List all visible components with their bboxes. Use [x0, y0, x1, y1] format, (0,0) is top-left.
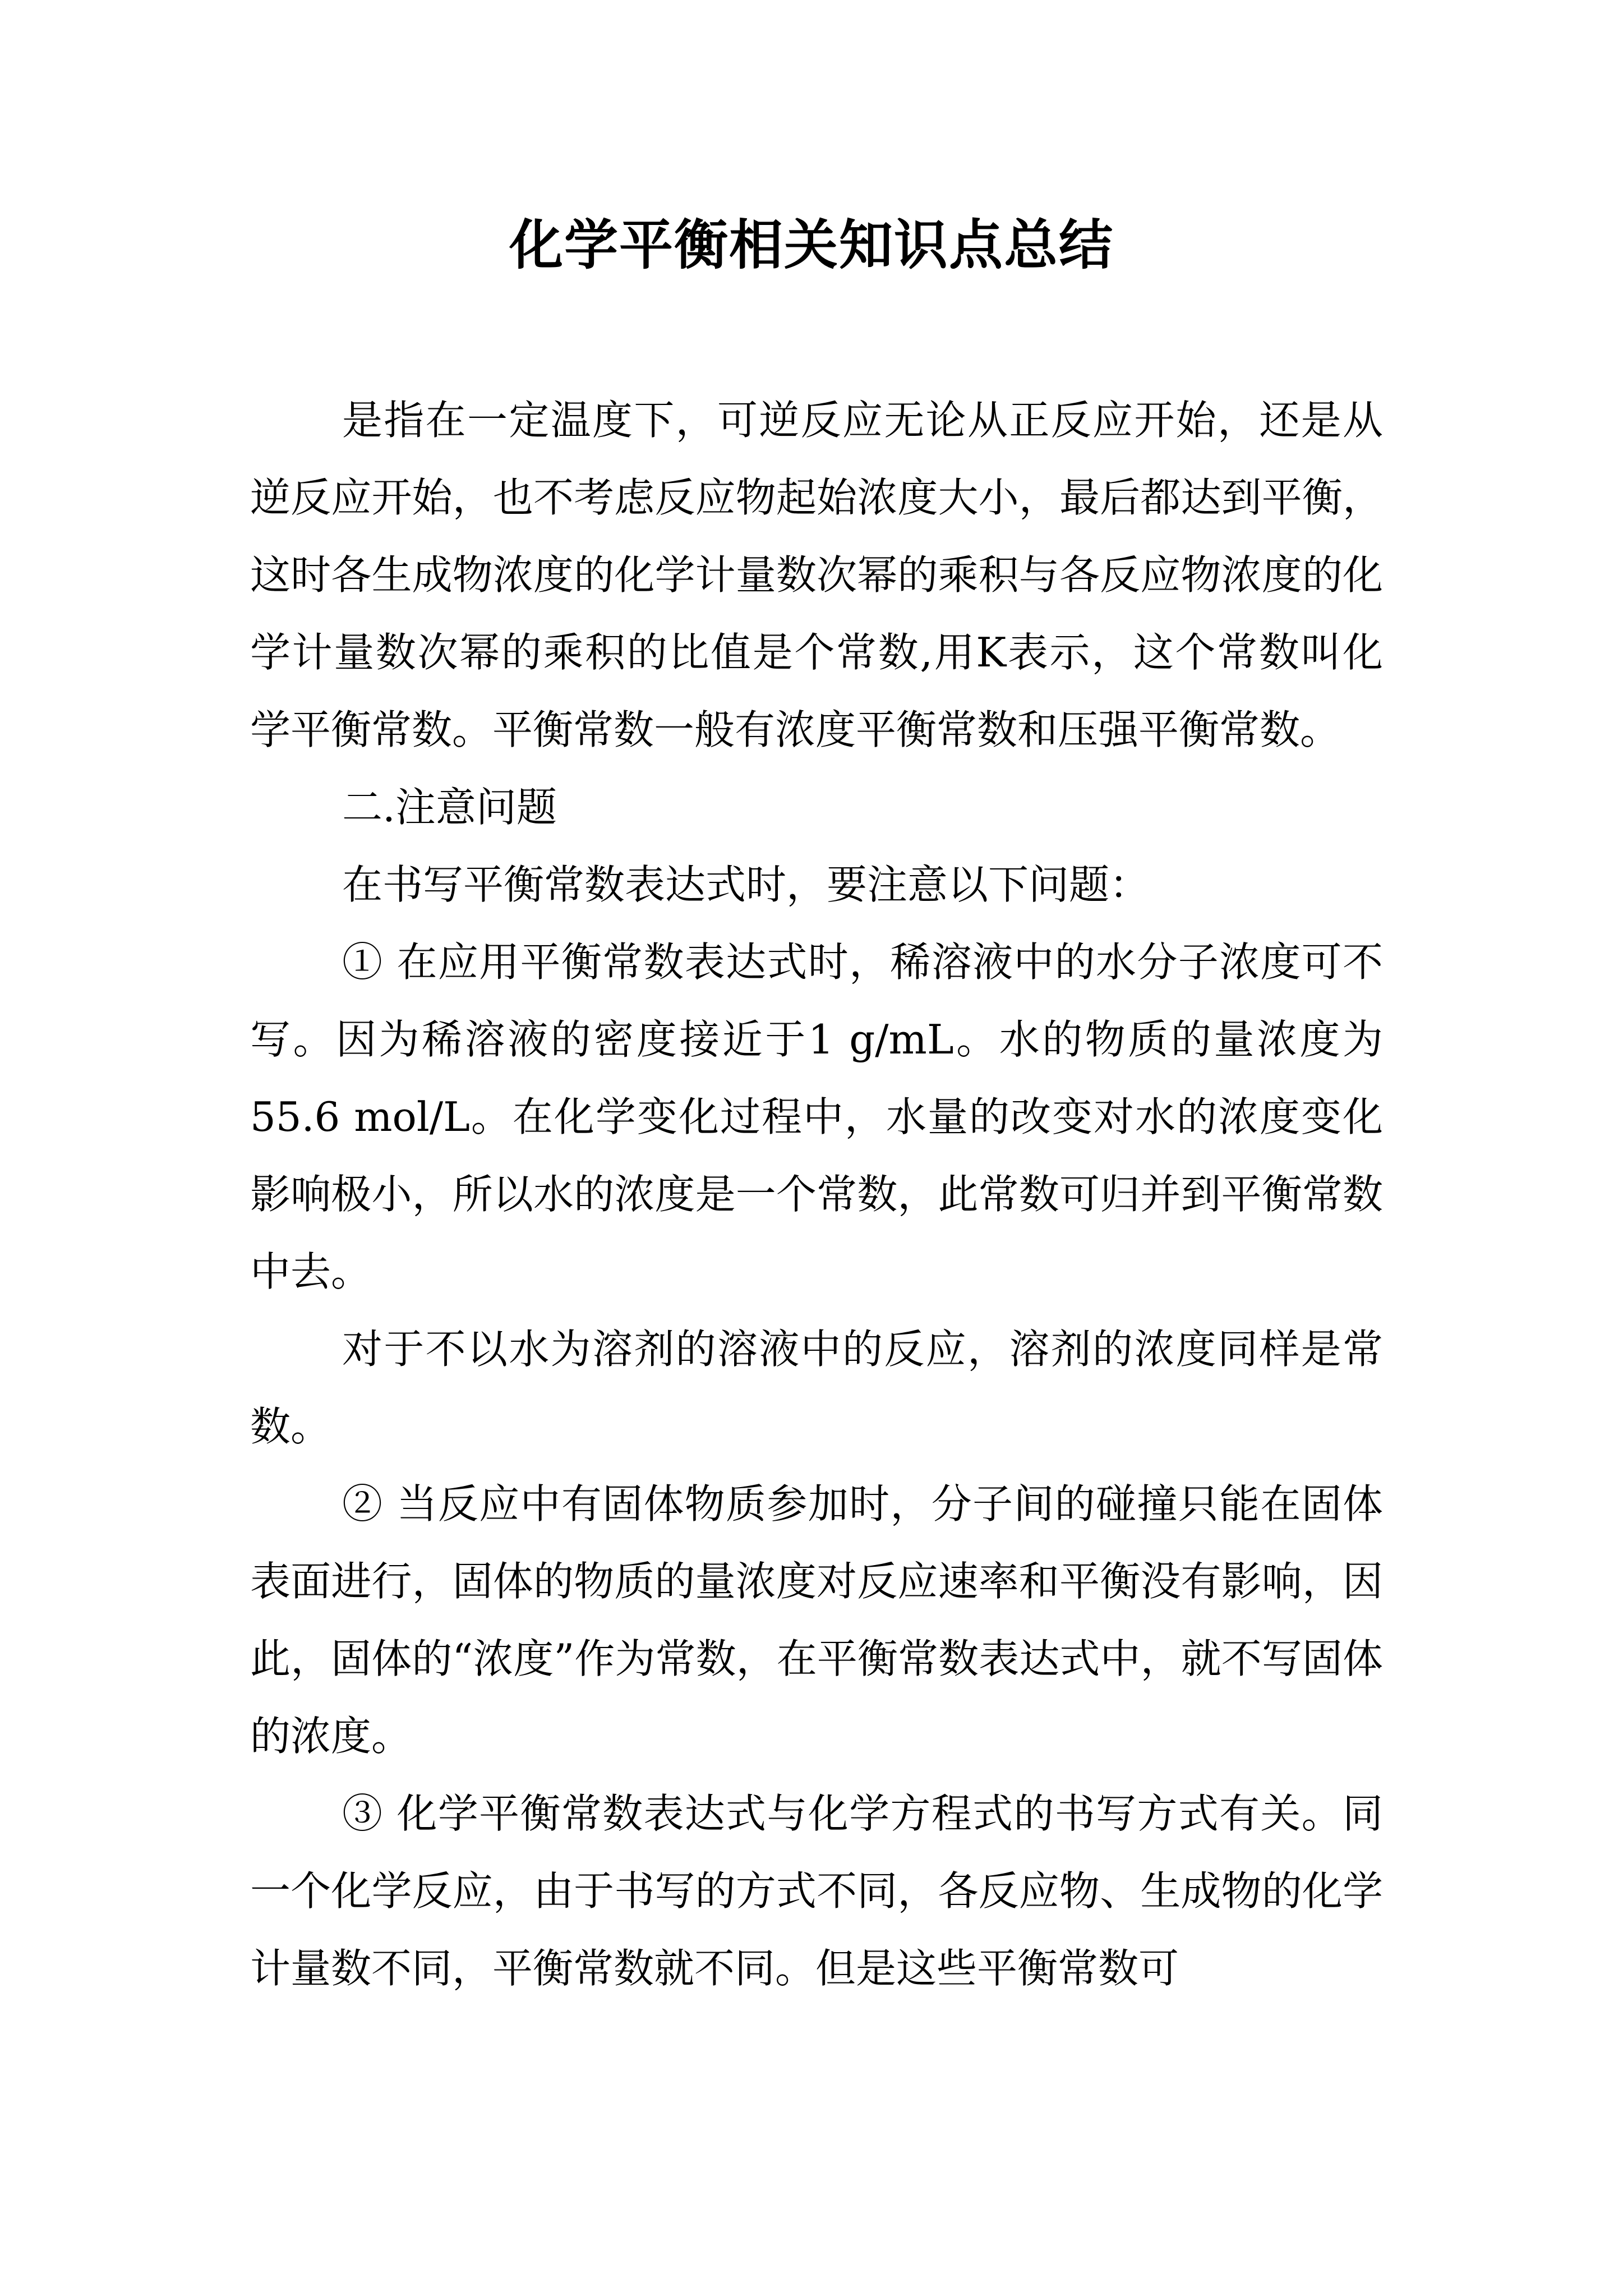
document-title: 化学平衡相关知识点总结 — [509, 213, 1114, 277]
document-body — [250, 381, 1383, 2007]
paragraph-note-1: ① 在应用平衡常数表达式时，稀溶液中的水分子浓度可不写。因为稀溶液的密度接近于1 g/mL。水的物质的量浓度为55.6 mol/L。在化学变化过程中，水量的改变对水的浓度变化影响极小，所以水的浓度是一个常数，此常数可归并到平衡常数中去。 — [250, 938, 1383, 1295]
paragraph-solvent: 对于不以水为溶剂的溶液中的反应，溶剂的浓度同样是常数。 — [250, 1326, 1383, 1450]
paragraph-note-2: ② 当反应中有固体物质参加时，分子间的碰撞只能在固体表面进行，固体的物质的量浓度对反应速率和平衡没有影响，因此，固体的“浓度”作为常数，在平衡常数表达式中，就不写固体的浓度。 — [250, 1480, 1383, 1760]
paragraph-note-3: ③ 化学平衡常数表达式与化学方程式的书写方式有关。同一个化学反应，由于书写的方式不同，各反应物、生成物的化学计量数不同，平衡常数就不同。但是这些平衡常数可 — [250, 1790, 1383, 1992]
paragraph-definition: 是指在一定温度下，可逆反应无论从正反应开始，还是从逆反应开始，也不考虑反应物起始浓度大小，最后都达到平衡，这时各生成物浓度的化学计量数次幂的乘积与各反应物浓度的化学计量数次幂的乘积的比值是个常数,用K表示，这个常数叫化学平衡常数。平衡常数一般有浓度平衡常数和压强平衡常数。 — [250, 397, 1383, 753]
section-heading-notes: 二.注意问题 — [342, 784, 557, 831]
paragraph-intro: 在书写平衡常数表达式时，要注意以下问题： — [342, 861, 1150, 908]
